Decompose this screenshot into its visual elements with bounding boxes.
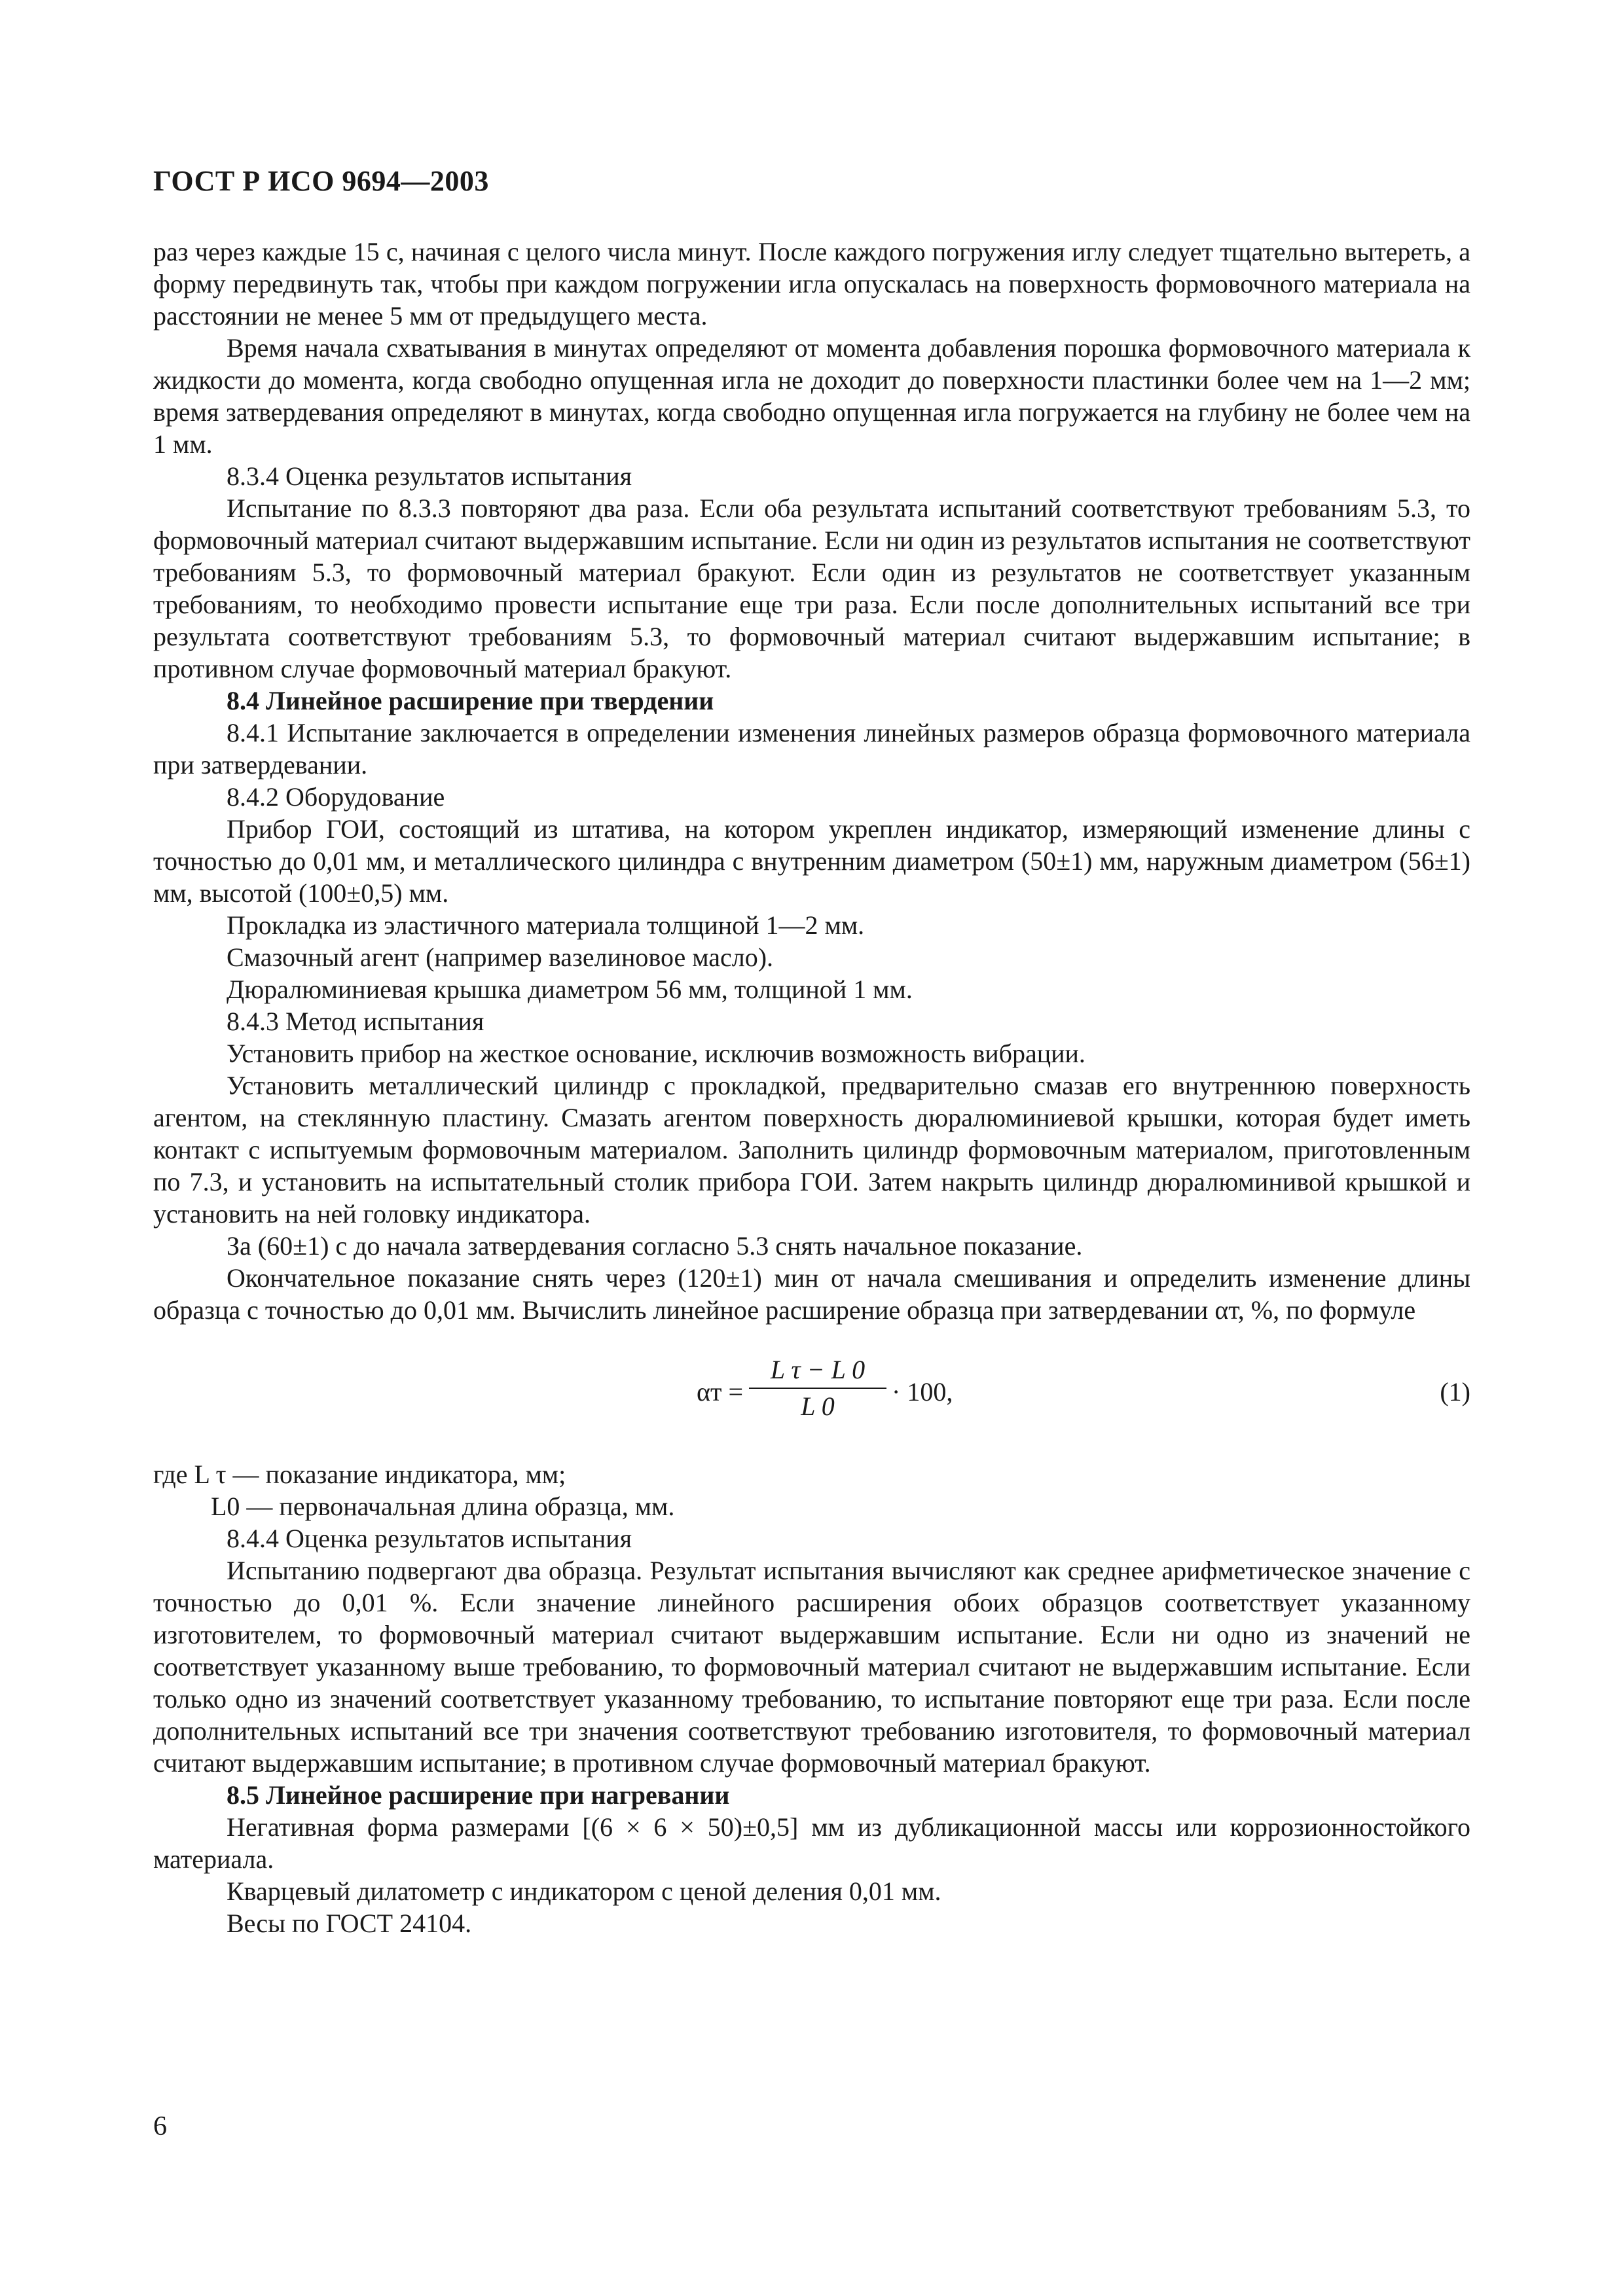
paragraph: Испытание по 8.3.3 повторяют два раза. Если оба результата испытаний соответствуют требованиям 5.3, то формовочный материал считают выдержавшим испытание. Если ни один из результатов испытания не соответствуют требованиям 5.3, то формовочный материал бракуют. Если один из результатов не соответствует указанным требованиям, то необходимо провести испытание еще три раза. Если после дополнительных испытаний все три результата соответствуют требованиям 5.3, то формовочный материал считают выдержавшим испытание; в противном случае формовочный материал бракуют. xyxy=(153,493,1470,683)
paragraph: Прокладка из эластичного материала толщиной 1—2 мм. xyxy=(227,910,865,940)
formula-legend-line-2: L0 — первоначальная длина образца, мм. xyxy=(211,1492,675,1521)
formula-1 xyxy=(153,1342,1470,1440)
paragraph: За (60±1) с до начала затвердевания согласно 5.3 снять начальное показание. xyxy=(227,1231,1083,1261)
paragraph: Окончательное показание снять через (120±1) мин от начала смешивания и определить изменение длины образца с точностью до 0,01 мм. Вычислить линейное расширение образца при затвердевании αт, %, по формуле xyxy=(153,1263,1470,1325)
formula-number: (1) xyxy=(1440,1377,1470,1407)
document-body xyxy=(153,236,1470,1939)
formula-denominator: L 0 xyxy=(801,1391,835,1421)
document-header: ГОСТ Р ИСО 9694—2003 xyxy=(153,165,489,197)
paragraph: 8.4.1 Испытание заключается в определении изменения линейных размеров образца формовочного материала при затвердевании. xyxy=(153,718,1470,780)
paragraph: 8.4.3 Метод испытания xyxy=(227,1007,484,1036)
formula-fraction xyxy=(749,1354,886,1422)
paragraph: 8.4.4 Оценка результатов испытания xyxy=(227,1524,632,1553)
paragraph: Весы по ГОСТ 24104. xyxy=(227,1909,472,1938)
formula-numerator: L τ − L 0 xyxy=(770,1355,866,1384)
text-block-after-formula xyxy=(153,1522,1470,1939)
section-heading: 8.4 Линейное расширение при твердении xyxy=(227,686,714,715)
paragraph: Смазочный агент (например вазелиновое масло). xyxy=(227,942,774,972)
paragraph: Прибор ГОИ, состоящий из штатива, на котором укреплен индикатор, измеряющий изменение длины с точностью до 0,01 мм, и металлического цилиндра с внутренним диаметром (50±1) мм, наружным диаметром (56±1) мм, высотой (100±0,5) мм. xyxy=(153,814,1470,908)
paragraph: Испытанию подвергают два образца. Результат испытания вычисляют как среднее арифметическое значение с точностью до 0,01 %. Если значение линейного расширения обоих образцов соответствует указанному изготовителем, то формовочный материал считают выдержавшим испытание. Если ни одно из значений не соответствует указанному выше требованию, то формовочный материал считают не выдержавшим испытание. Если только одно из значений соответствует указанному требованию, то испытание повторяют еще три раза. Если после дополнительных испытаний все три значения соответствуют требованию изготовителя, то формовочный материал считают выдержавшим испытание; в противном случае формовочный материал бракуют. xyxy=(153,1556,1470,1778)
text-block-before-formula xyxy=(153,236,1470,1326)
formula-multiplier: · 100, xyxy=(892,1377,953,1407)
fraction-bar xyxy=(749,1388,886,1389)
paragraph: Кварцевый дилатометр с индикатором с ценой деления 0,01 мм. xyxy=(227,1876,941,1906)
page-number: 6 xyxy=(153,2111,167,2142)
paragraph: Установить прибор на жесткое основание, исключив возможность вибрации. xyxy=(227,1039,1085,1068)
paragraph: раз через каждые 15 с, начиная с целого числа минут. После каждого погружения иглу следует тщательно вытереть, а форму передвинуть так, чтобы при каждом погружении игла опускалась на поверхность формовочного материала на расстоянии не менее 5 мм от предыдущего места. xyxy=(153,237,1470,331)
paragraph: Установить металлический цилиндр с прокладкой, предварительно смазав его внутреннюю поверхность агентом, на стеклянную пластину. Смазать агентом поверхность дюралюминиевой крышки, которая будет иметь контакт с испытуемым формовочным материалом. Заполнить цилиндр формовочным материалом, приготовленным по 7.3, и установить на испытательный столик прибора ГОИ. Затем накрыть цилиндр дюралюминивой крышкой и установить на ней головку индикатора. xyxy=(153,1071,1470,1229)
formula-lhs: αт = xyxy=(697,1377,743,1407)
paragraph: Время начала схватывания в минутах определяют от момента добавления порошка формовочного материала к жидкости до момента, когда свободно опущенная игла не доходит до поверхности пластинки более чем на 1—2 мм; время затвердевания определяют в минутах, когда свободно опущенная игла погружается на глубину не более чем на 1 мм. xyxy=(153,333,1470,459)
paragraph: 8.4.2 Оборудование xyxy=(227,782,445,812)
section-heading: 8.5 Линейное расширение при нагревании xyxy=(227,1780,730,1810)
paragraph: Дюралюминиевая крышка диаметром 56 мм, толщиной 1 мм. xyxy=(227,975,913,1004)
formula-legend-line-1: где L τ — показание индикатора, мм; xyxy=(153,1460,566,1489)
paragraph: 8.3.4 Оценка результатов испытания xyxy=(227,461,632,491)
paragraph: Негативная форма размерами [(6 × 6 × 50)±0,5] мм из дубликационной массы или коррозионностойкого материала. xyxy=(153,1812,1470,1874)
